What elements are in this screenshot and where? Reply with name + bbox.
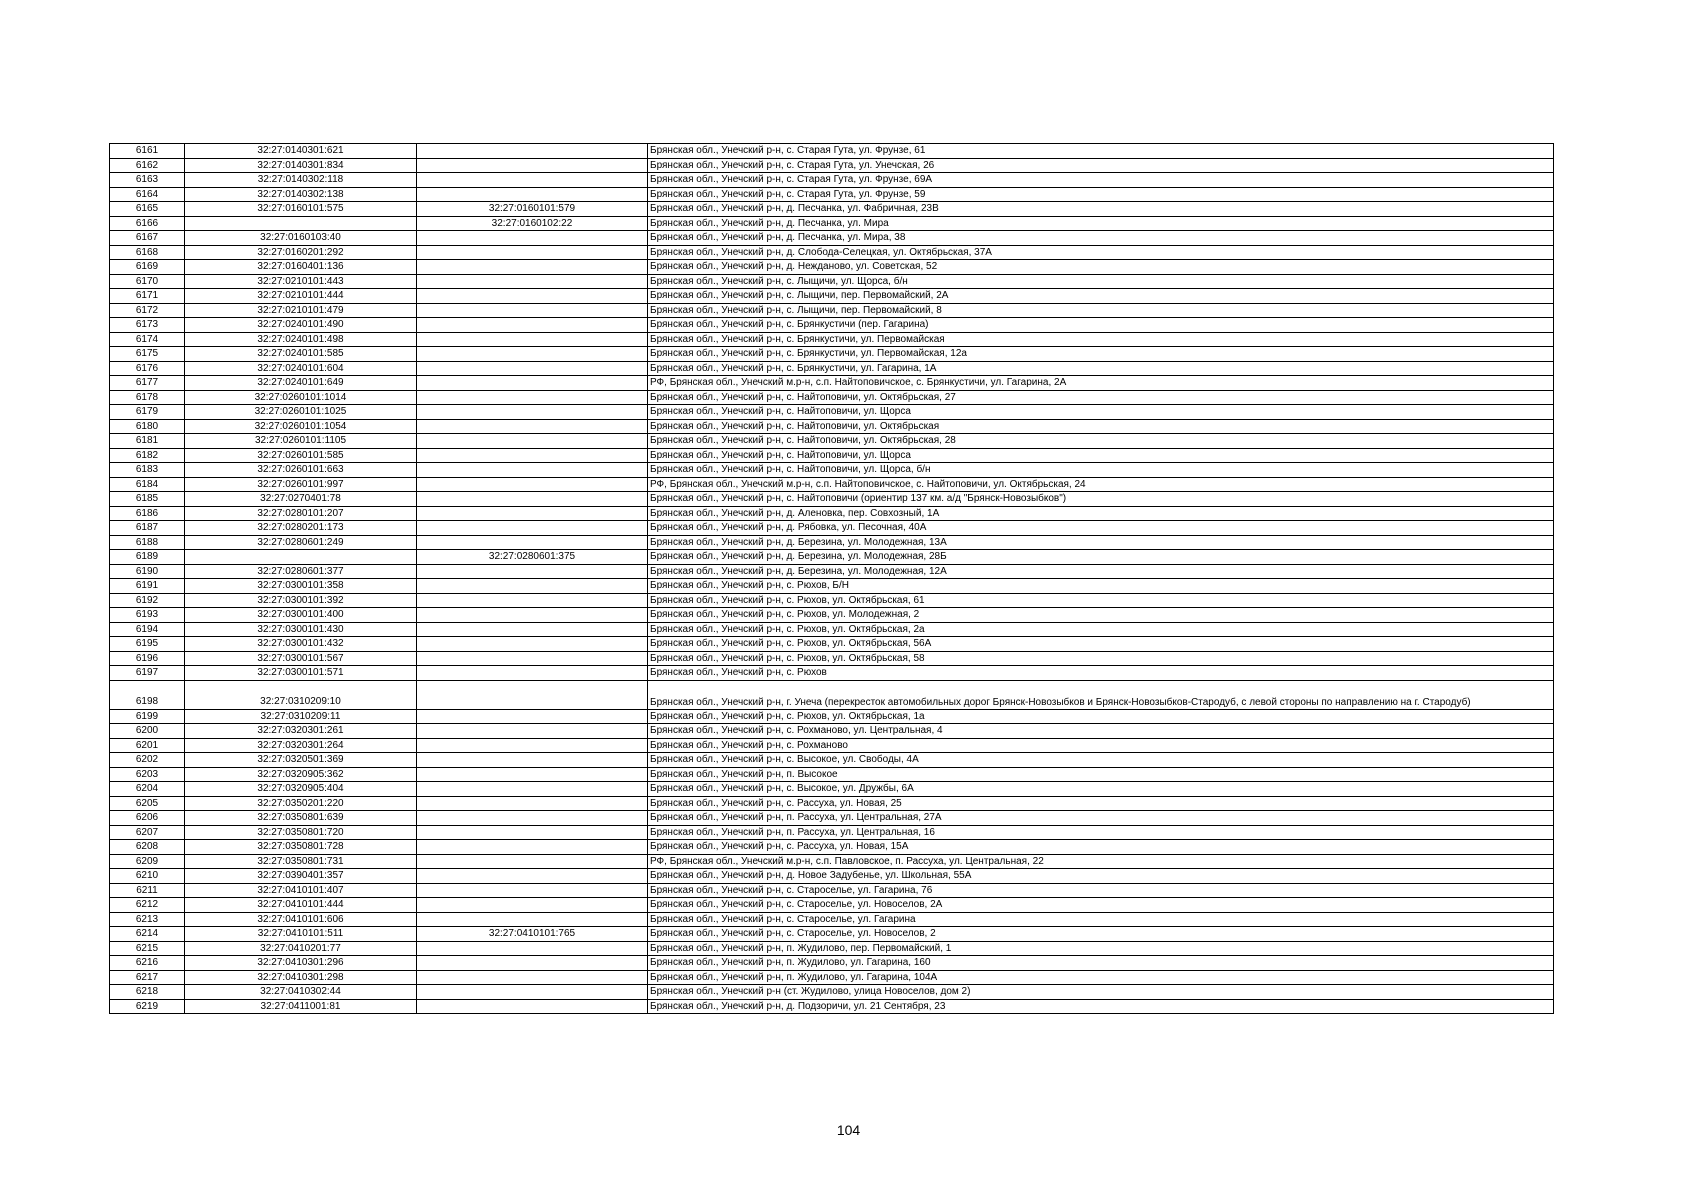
related-cadastral-number-cell bbox=[417, 985, 648, 1000]
related-cadastral-number-cell bbox=[417, 144, 648, 159]
related-cadastral-number-cell bbox=[417, 376, 648, 391]
cadastral-number-cell: 32:27:0350201:220 bbox=[185, 796, 417, 811]
address-cell: Брянская обл., Унечский р-н, с. Найтоповичи (ориентир 137 км. а/д "Брянск-Новозыбков") bbox=[648, 492, 1554, 507]
related-cadastral-number-cell bbox=[417, 796, 648, 811]
cadastral-number-cell: 32:27:0350801:720 bbox=[185, 825, 417, 840]
row-number-cell: 6166 bbox=[110, 216, 185, 231]
cadastral-number-cell: 32:27:0240101:490 bbox=[185, 318, 417, 333]
row-number-cell: 6216 bbox=[110, 956, 185, 971]
related-cadastral-number-cell bbox=[417, 883, 648, 898]
table-row bbox=[110, 434, 1554, 449]
related-cadastral-number-cell bbox=[417, 448, 648, 463]
cadastral-number-cell: 32:27:0140301:621 bbox=[185, 144, 417, 159]
related-cadastral-number-cell bbox=[417, 260, 648, 275]
related-cadastral-number-cell bbox=[417, 622, 648, 637]
address-cell: Брянская обл., Унечский р-н, д. Новое Задубенье, ул. Школьная, 55А bbox=[648, 869, 1554, 884]
table-row bbox=[110, 521, 1554, 536]
row-number-cell: 6192 bbox=[110, 593, 185, 608]
cadastral-number-cell: 32:27:0160401:136 bbox=[185, 260, 417, 275]
related-cadastral-number-cell bbox=[417, 564, 648, 579]
row-number-cell: 6168 bbox=[110, 245, 185, 260]
address-cell: Брянская обл., Унечский р-н, с. Брянкустичи, ул. Гагарина, 1А bbox=[648, 361, 1554, 376]
row-number-cell: 6193 bbox=[110, 608, 185, 623]
table-row bbox=[110, 753, 1554, 768]
row-number-cell: 6208 bbox=[110, 840, 185, 855]
related-cadastral-number-cell bbox=[417, 419, 648, 434]
related-cadastral-number-cell bbox=[417, 956, 648, 971]
address-cell: РФ, Брянская обл., Унечский м.р-н, с.п. Найтоповичское, с. Найтоповичи, ул. Октябрьская, 24 bbox=[648, 477, 1554, 492]
row-number-cell: 6207 bbox=[110, 825, 185, 840]
row-number-cell: 6203 bbox=[110, 767, 185, 782]
row-number-cell: 6202 bbox=[110, 753, 185, 768]
row-number-cell: 6191 bbox=[110, 579, 185, 594]
table-row bbox=[110, 854, 1554, 869]
table-row bbox=[110, 811, 1554, 826]
cadastral-number-cell: 32:27:0300101:567 bbox=[185, 651, 417, 666]
row-number-cell: 6164 bbox=[110, 187, 185, 202]
related-cadastral-number-cell bbox=[417, 492, 648, 507]
table-row bbox=[110, 912, 1554, 927]
related-cadastral-number-cell bbox=[417, 593, 648, 608]
cadastral-number-cell: 32:27:0260101:585 bbox=[185, 448, 417, 463]
row-number-cell: 6217 bbox=[110, 970, 185, 985]
address-cell: Брянская обл., Унечский р-н, с. Рюхов, ул. Октябрьская, 2а bbox=[648, 622, 1554, 637]
row-number-cell: 6188 bbox=[110, 535, 185, 550]
table-row bbox=[110, 883, 1554, 898]
related-cadastral-number-cell bbox=[417, 651, 648, 666]
address-cell: Брянская обл., Унечский р-н, д. Песчанка, ул. Мира bbox=[648, 216, 1554, 231]
cadastral-number-cell: 32:27:0410101:511 bbox=[185, 927, 417, 942]
row-number-cell: 6218 bbox=[110, 985, 185, 1000]
table-row bbox=[110, 927, 1554, 942]
row-number-cell: 6180 bbox=[110, 419, 185, 434]
row-number-cell: 6162 bbox=[110, 158, 185, 173]
address-cell: Брянская обл., Унечский р-н, с. Старая Гута, ул. Фрунзе, 61 bbox=[648, 144, 1554, 159]
related-cadastral-number-cell: 32:27:0280601:375 bbox=[417, 550, 648, 565]
table-row bbox=[110, 840, 1554, 855]
row-number-cell: 6172 bbox=[110, 303, 185, 318]
address-cell: Брянская обл., Унечский р-н, п. Рассуха, ул. Центральная, 16 bbox=[648, 825, 1554, 840]
table-row bbox=[110, 999, 1554, 1014]
cadastral-number-cell: 32:27:0210101:444 bbox=[185, 289, 417, 304]
table-row bbox=[110, 448, 1554, 463]
row-number-cell: 6183 bbox=[110, 463, 185, 478]
address-cell: Брянская обл., Унечский р-н, д. Рябовка, ул. Песочная, 40А bbox=[648, 521, 1554, 536]
row-number-cell: 6213 bbox=[110, 912, 185, 927]
row-number-cell: 6200 bbox=[110, 724, 185, 739]
related-cadastral-number-cell bbox=[417, 898, 648, 913]
row-number-cell: 6184 bbox=[110, 477, 185, 492]
table-row bbox=[110, 564, 1554, 579]
cadastral-number-cell: 32:27:0300101:358 bbox=[185, 579, 417, 594]
registry-table bbox=[109, 143, 1554, 1014]
related-cadastral-number-cell bbox=[417, 245, 648, 260]
address-cell: Брянская обл., Унечский р-н, с. Брянкустичи (пер. Гагарина) bbox=[648, 318, 1554, 333]
address-cell: Брянская обл., Унечский р-н, с. Найтоповичи, ул. Щорса bbox=[648, 448, 1554, 463]
row-number-cell: 6171 bbox=[110, 289, 185, 304]
table-row bbox=[110, 187, 1554, 202]
cadastral-number-cell: 32:27:0210101:479 bbox=[185, 303, 417, 318]
cadastral-number-cell: 32:27:0260101:997 bbox=[185, 477, 417, 492]
address-cell: Брянская обл., Унечский р-н, с. Рохманово, ул. Центральная, 4 bbox=[648, 724, 1554, 739]
cadastral-number-cell: 32:27:0410302:44 bbox=[185, 985, 417, 1000]
table-row bbox=[110, 738, 1554, 753]
table-row bbox=[110, 622, 1554, 637]
cadastral-number-cell: 32:27:0320301:261 bbox=[185, 724, 417, 739]
table-row bbox=[110, 231, 1554, 246]
row-number-cell: 6204 bbox=[110, 782, 185, 797]
table-row bbox=[110, 651, 1554, 666]
table-row bbox=[110, 608, 1554, 623]
related-cadastral-number-cell bbox=[417, 608, 648, 623]
address-cell: Брянская обл., Унечский р-н, с. Брянкустичи, ул. Первомайская, 12а bbox=[648, 347, 1554, 362]
related-cadastral-number-cell bbox=[417, 158, 648, 173]
cadastral-number-cell: 32:27:0160103:40 bbox=[185, 231, 417, 246]
row-number-cell: 6189 bbox=[110, 550, 185, 565]
address-cell: Брянская обл., Унечский р-н, д. Березина, ул. Молодежная, 12А bbox=[648, 564, 1554, 579]
row-number-cell: 6173 bbox=[110, 318, 185, 333]
address-cell: Брянская обл., Унечский р-н, с. Рассуха, ул. Новая, 25 bbox=[648, 796, 1554, 811]
related-cadastral-number-cell bbox=[417, 318, 648, 333]
related-cadastral-number-cell bbox=[417, 941, 648, 956]
address-cell: РФ, Брянская обл., Унечский м.р-н, с.п. Павловское, п. Рассуха, ул. Центральная, 22 bbox=[648, 854, 1554, 869]
table-row bbox=[110, 724, 1554, 739]
table-row bbox=[110, 680, 1554, 709]
address-cell: РФ, Брянская обл., Унечский м.р-н, с.п. Найтоповичское, с. Брянкустичи, ул. Гагарина, 2А bbox=[648, 376, 1554, 391]
related-cadastral-number-cell bbox=[417, 405, 648, 420]
table-row bbox=[110, 202, 1554, 217]
cadastral-number-cell: 32:27:0140302:118 bbox=[185, 173, 417, 188]
cadastral-number-cell: 32:27:0260101:1105 bbox=[185, 434, 417, 449]
address-cell: Брянская обл., Унечский р-н, с. Найтоповичи, ул. Щорса bbox=[648, 405, 1554, 420]
related-cadastral-number-cell: 32:27:0410101:765 bbox=[417, 927, 648, 942]
address-cell: Брянская обл., Унечский р-н, с. Лыщичи, пер. Первомайский, 8 bbox=[648, 303, 1554, 318]
table-row bbox=[110, 985, 1554, 1000]
table-row bbox=[110, 289, 1554, 304]
row-number-cell: 6211 bbox=[110, 883, 185, 898]
related-cadastral-number-cell bbox=[417, 289, 648, 304]
table-row bbox=[110, 579, 1554, 594]
related-cadastral-number-cell bbox=[417, 854, 648, 869]
cadastral-number-cell: 32:27:0160201:292 bbox=[185, 245, 417, 260]
row-number-cell: 6186 bbox=[110, 506, 185, 521]
cadastral-number-cell: 32:27:0390401:357 bbox=[185, 869, 417, 884]
table-row bbox=[110, 506, 1554, 521]
row-number-cell: 6167 bbox=[110, 231, 185, 246]
cadastral-number-cell: 32:27:0280201:173 bbox=[185, 521, 417, 536]
address-cell: Брянская обл., Унечский р-н, д. Березина, ул. Молодежная, 13А bbox=[648, 535, 1554, 550]
table-row bbox=[110, 477, 1554, 492]
table-row bbox=[110, 796, 1554, 811]
cadastral-number-cell: 32:27:0300101:392 bbox=[185, 593, 417, 608]
table-row bbox=[110, 492, 1554, 507]
related-cadastral-number-cell bbox=[417, 390, 648, 405]
cadastral-number-cell: 32:27:0411001:81 bbox=[185, 999, 417, 1014]
row-number-cell: 6219 bbox=[110, 999, 185, 1014]
related-cadastral-number-cell bbox=[417, 767, 648, 782]
row-number-cell: 6210 bbox=[110, 869, 185, 884]
cadastral-number-cell: 32:27:0300101:432 bbox=[185, 637, 417, 652]
related-cadastral-number-cell bbox=[417, 535, 648, 550]
row-number-cell: 6206 bbox=[110, 811, 185, 826]
related-cadastral-number-cell bbox=[417, 347, 648, 362]
cadastral-number-cell: 32:27:0300101:400 bbox=[185, 608, 417, 623]
address-cell: Брянская обл., Унечский р-н, с. Рюхов, Б/Н bbox=[648, 579, 1554, 594]
related-cadastral-number-cell bbox=[417, 173, 648, 188]
cadastral-number-cell bbox=[185, 550, 417, 565]
row-number-cell: 6214 bbox=[110, 927, 185, 942]
cadastral-number-cell: 32:27:0300101:571 bbox=[185, 666, 417, 681]
table-row bbox=[110, 405, 1554, 420]
related-cadastral-number-cell bbox=[417, 782, 648, 797]
address-cell: Брянская обл., Унечский р-н, с. Найтоповичи, ул. Щорса, б/н bbox=[648, 463, 1554, 478]
table-row bbox=[110, 463, 1554, 478]
related-cadastral-number-cell bbox=[417, 274, 648, 289]
cadastral-number-cell: 32:27:0310209:11 bbox=[185, 709, 417, 724]
address-cell: Брянская обл., Унечский р-н, с. Староселье, ул. Гагарина, 76 bbox=[648, 883, 1554, 898]
row-number-cell: 6215 bbox=[110, 941, 185, 956]
address-cell: Брянская обл., Унечский р-н, с. Рассуха, ул. Новая, 15А bbox=[648, 840, 1554, 855]
related-cadastral-number-cell bbox=[417, 869, 648, 884]
row-number-cell: 6174 bbox=[110, 332, 185, 347]
table-row bbox=[110, 825, 1554, 840]
cadastral-number-cell: 32:27:0240101:649 bbox=[185, 376, 417, 391]
row-number-cell: 6187 bbox=[110, 521, 185, 536]
related-cadastral-number-cell bbox=[417, 724, 648, 739]
cadastral-number-cell: 32:27:0240101:498 bbox=[185, 332, 417, 347]
related-cadastral-number-cell bbox=[417, 753, 648, 768]
table-row bbox=[110, 767, 1554, 782]
address-cell: Брянская обл., Унечский р-н, с. Староселье, ул. Новоселов, 2 bbox=[648, 927, 1554, 942]
address-cell: Брянская обл., Унечский р-н, с. Найтоповичи, ул. Октябрьская, 28 bbox=[648, 434, 1554, 449]
cadastral-number-cell: 32:27:0320301:264 bbox=[185, 738, 417, 753]
address-cell: Брянская обл., Унечский р-н, п. Жудилово, ул. Гагарина, 160 bbox=[648, 956, 1554, 971]
cadastral-number-cell: 32:27:0140301:834 bbox=[185, 158, 417, 173]
row-number-cell: 6194 bbox=[110, 622, 185, 637]
address-cell: Брянская обл., Унечский р-н, с. Найтоповичи, ул. Октябрьская, 27 bbox=[648, 390, 1554, 405]
row-number-cell: 6176 bbox=[110, 361, 185, 376]
related-cadastral-number-cell bbox=[417, 303, 648, 318]
table-row bbox=[110, 782, 1554, 797]
address-cell: Брянская обл., Унечский р-н, д. Нежданово, ул. Советская, 52 bbox=[648, 260, 1554, 275]
address-cell: Брянская обл., Унечский р-н, с. Рюхов, ул. Октябрьская, 1а bbox=[648, 709, 1554, 724]
row-number-cell: 6197 bbox=[110, 666, 185, 681]
address-cell: Брянская обл., Унечский р-н, с. Рюхов, ул. Октябрьская, 61 bbox=[648, 593, 1554, 608]
row-number-cell: 6165 bbox=[110, 202, 185, 217]
page-number: 104 bbox=[836, 1122, 861, 1138]
row-number-cell: 6178 bbox=[110, 390, 185, 405]
cadastral-number-cell: 32:27:0410301:296 bbox=[185, 956, 417, 971]
address-cell: Брянская обл., Унечский р-н, с. Староселье, ул. Новоселов, 2А bbox=[648, 898, 1554, 913]
related-cadastral-number-cell bbox=[417, 231, 648, 246]
address-cell: Брянская обл., Унечский р-н, с. Рюхов, ул. Октябрьская, 58 bbox=[648, 651, 1554, 666]
address-cell: Брянская обл., Унечский р-н, с. Рюхов bbox=[648, 666, 1554, 681]
table-row bbox=[110, 637, 1554, 652]
cadastral-number-cell: 32:27:0410101:606 bbox=[185, 912, 417, 927]
table-row bbox=[110, 216, 1554, 231]
table-row bbox=[110, 332, 1554, 347]
cadastral-number-cell: 32:27:0320905:404 bbox=[185, 782, 417, 797]
table-row bbox=[110, 956, 1554, 971]
related-cadastral-number-cell bbox=[417, 825, 648, 840]
row-number-cell: 6212 bbox=[110, 898, 185, 913]
related-cadastral-number-cell: 32:27:0160102:22 bbox=[417, 216, 648, 231]
address-cell: Брянская обл., Унечский р-н, д. Песчанка, ул. Мира, 38 bbox=[648, 231, 1554, 246]
table-row bbox=[110, 593, 1554, 608]
related-cadastral-number-cell bbox=[417, 477, 648, 492]
table-row bbox=[110, 318, 1554, 333]
address-cell: Брянская обл., Унечский р-н, д. Аленовка, пер. Совхозный, 1А bbox=[648, 506, 1554, 521]
table-row bbox=[110, 173, 1554, 188]
cadastral-number-cell: 32:27:0410201:77 bbox=[185, 941, 417, 956]
row-number-cell: 6209 bbox=[110, 854, 185, 869]
related-cadastral-number-cell bbox=[417, 709, 648, 724]
cadastral-number-cell: 32:27:0410101:444 bbox=[185, 898, 417, 913]
related-cadastral-number-cell bbox=[417, 434, 648, 449]
related-cadastral-number-cell bbox=[417, 579, 648, 594]
row-number-cell: 6185 bbox=[110, 492, 185, 507]
address-cell: Брянская обл., Унечский р-н, п. Высокое bbox=[648, 767, 1554, 782]
row-number-cell: 6177 bbox=[110, 376, 185, 391]
table-row bbox=[110, 303, 1554, 318]
cadastral-number-cell: 32:27:0260101:1025 bbox=[185, 405, 417, 420]
row-number-cell: 6163 bbox=[110, 173, 185, 188]
row-number-cell: 6170 bbox=[110, 274, 185, 289]
row-number-cell: 6201 bbox=[110, 738, 185, 753]
row-number-cell: 6181 bbox=[110, 434, 185, 449]
address-cell: Брянская обл., Унечский р-н, с. Старая Гута, ул. Фрунзе, 69А bbox=[648, 173, 1554, 188]
address-cell: Брянская обл., Унечский р-н, г. Унеча (перекресток автомобильных дорог Брянск-Новозыбков и Брянск-Новозыбков-Стародуб, с левой стороны по направлению на г. Стародуб) bbox=[648, 680, 1554, 709]
address-cell: Брянская обл., Унечский р-н, с. Рюхов, ул. Октябрьская, 56А bbox=[648, 637, 1554, 652]
related-cadastral-number-cell bbox=[417, 637, 648, 652]
table-row bbox=[110, 144, 1554, 159]
table-row bbox=[110, 390, 1554, 405]
related-cadastral-number-cell bbox=[417, 463, 648, 478]
related-cadastral-number-cell bbox=[417, 811, 648, 826]
cadastral-number-cell: 32:27:0350801:728 bbox=[185, 840, 417, 855]
address-cell: Брянская обл., Унечский р-н, с. Найтоповичи, ул. Октябрьская bbox=[648, 419, 1554, 434]
cadastral-number-cell: 32:27:0410101:407 bbox=[185, 883, 417, 898]
table-row bbox=[110, 535, 1554, 550]
table-row bbox=[110, 158, 1554, 173]
related-cadastral-number-cell bbox=[417, 666, 648, 681]
row-number-cell: 6196 bbox=[110, 651, 185, 666]
address-cell: Брянская обл., Унечский р-н, д. Песчанка, ул. Фабричная, 23В bbox=[648, 202, 1554, 217]
row-number-cell: 6182 bbox=[110, 448, 185, 463]
row-number-cell: 6205 bbox=[110, 796, 185, 811]
cadastral-number-cell: 32:27:0280601:249 bbox=[185, 535, 417, 550]
registry-table-body bbox=[110, 144, 1554, 1014]
address-cell: Брянская обл., Унечский р-н, с. Старая Гута, ул. Фрунзе, 59 bbox=[648, 187, 1554, 202]
cadastral-number-cell: 32:27:0240101:604 bbox=[185, 361, 417, 376]
cadastral-number-cell: 32:27:0280101:207 bbox=[185, 506, 417, 521]
related-cadastral-number-cell bbox=[417, 187, 648, 202]
cadastral-number-cell: 32:27:0320501:369 bbox=[185, 753, 417, 768]
cadastral-number-cell: 32:27:0210101:443 bbox=[185, 274, 417, 289]
cadastral-number-cell: 32:27:0280601:377 bbox=[185, 564, 417, 579]
cadastral-number-cell: 32:27:0270401:78 bbox=[185, 492, 417, 507]
related-cadastral-number-cell bbox=[417, 361, 648, 376]
cadastral-number-cell: 32:27:0320905:362 bbox=[185, 767, 417, 782]
address-cell: Брянская обл., Унечский р-н, п. Жудилово, пер. Первомайский, 1 bbox=[648, 941, 1554, 956]
related-cadastral-number-cell bbox=[417, 680, 648, 709]
related-cadastral-number-cell bbox=[417, 521, 648, 536]
cadastral-number-cell: 32:27:0260101:663 bbox=[185, 463, 417, 478]
table-row bbox=[110, 361, 1554, 376]
cadastral-number-cell: 32:27:0260101:1054 bbox=[185, 419, 417, 434]
cadastral-number-cell: 32:27:0410301:298 bbox=[185, 970, 417, 985]
row-number-cell: 6190 bbox=[110, 564, 185, 579]
cadastral-number-cell: 32:27:0310209:10 bbox=[185, 680, 417, 709]
address-cell: Брянская обл., Унечский р-н, п. Рассуха, ул. Центральная, 27А bbox=[648, 811, 1554, 826]
address-cell: Брянская обл., Унечский р-н, с. Лыщичи, пер. Первомайский, 2А bbox=[648, 289, 1554, 304]
table-row bbox=[110, 550, 1554, 565]
related-cadastral-number-cell bbox=[417, 912, 648, 927]
address-cell: Брянская обл., Унечский р-н, д. Подзоричи, ул. 21 Сентября, 23 bbox=[648, 999, 1554, 1014]
table-row bbox=[110, 869, 1554, 884]
address-cell: Брянская обл., Унечский р-н, с. Брянкустичи, ул. Первомайская bbox=[648, 332, 1554, 347]
table-row bbox=[110, 245, 1554, 260]
table-row bbox=[110, 274, 1554, 289]
table-row bbox=[110, 898, 1554, 913]
related-cadastral-number-cell bbox=[417, 970, 648, 985]
row-number-cell: 6169 bbox=[110, 260, 185, 275]
address-cell: Брянская обл., Унечский р-н, с. Рюхов, ул. Молодежная, 2 bbox=[648, 608, 1554, 623]
cadastral-number-cell bbox=[185, 216, 417, 231]
related-cadastral-number-cell bbox=[417, 840, 648, 855]
table-row bbox=[110, 970, 1554, 985]
related-cadastral-number-cell bbox=[417, 506, 648, 521]
related-cadastral-number-cell bbox=[417, 999, 648, 1014]
address-cell: Брянская обл., Унечский р-н, с. Лыщичи, ул. Щорса, б/н bbox=[648, 274, 1554, 289]
cadastral-number-cell: 32:27:0260101:1014 bbox=[185, 390, 417, 405]
table-row bbox=[110, 419, 1554, 434]
address-cell: Брянская обл., Унечский р-н, с. Рохманово bbox=[648, 738, 1554, 753]
address-cell: Брянская обл., Унечский р-н, д. Березина, ул. Молодежная, 28Б bbox=[648, 550, 1554, 565]
table-row bbox=[110, 260, 1554, 275]
address-cell: Брянская обл., Унечский р-н, д. Слобода-Селецкая, ул. Октябрьская, 37А bbox=[648, 245, 1554, 260]
address-cell: Брянская обл., Унечский р-н, с. Староселье, ул. Гагарина bbox=[648, 912, 1554, 927]
row-number-cell: 6198 bbox=[110, 680, 185, 709]
table-row bbox=[110, 347, 1554, 362]
related-cadastral-number-cell bbox=[417, 332, 648, 347]
table-row bbox=[110, 941, 1554, 956]
row-number-cell: 6195 bbox=[110, 637, 185, 652]
table-row bbox=[110, 709, 1554, 724]
row-number-cell: 6161 bbox=[110, 144, 185, 159]
table-row bbox=[110, 666, 1554, 681]
table-row bbox=[110, 376, 1554, 391]
row-number-cell: 6179 bbox=[110, 405, 185, 420]
address-cell: Брянская обл., Унечский р-н, с. Высокое, ул. Свободы, 4А bbox=[648, 753, 1554, 768]
cadastral-number-cell: 32:27:0300101:430 bbox=[185, 622, 417, 637]
address-cell: Брянская обл., Унечский р-н, с. Старая Гута, ул. Унечская, 26 bbox=[648, 158, 1554, 173]
address-cell: Брянская обл., Унечский р-н, п. Жудилово, ул. Гагарина, 104А bbox=[648, 970, 1554, 985]
cadastral-number-cell: 32:27:0350801:639 bbox=[185, 811, 417, 826]
cadastral-number-cell: 32:27:0240101:585 bbox=[185, 347, 417, 362]
address-cell: Брянская обл., Унечский р-н (ст. Жудилово, улица Новоселов, дом 2) bbox=[648, 985, 1554, 1000]
cadastral-number-cell: 32:27:0350801:731 bbox=[185, 854, 417, 869]
cadastral-number-cell: 32:27:0140302:138 bbox=[185, 187, 417, 202]
related-cadastral-number-cell bbox=[417, 738, 648, 753]
row-number-cell: 6199 bbox=[110, 709, 185, 724]
address-cell: Брянская обл., Унечский р-н, с. Высокое, ул. Дружбы, 6А bbox=[648, 782, 1554, 797]
row-number-cell: 6175 bbox=[110, 347, 185, 362]
cadastral-number-cell: 32:27:0160101:575 bbox=[185, 202, 417, 217]
related-cadastral-number-cell: 32:27:0160101:579 bbox=[417, 202, 648, 217]
